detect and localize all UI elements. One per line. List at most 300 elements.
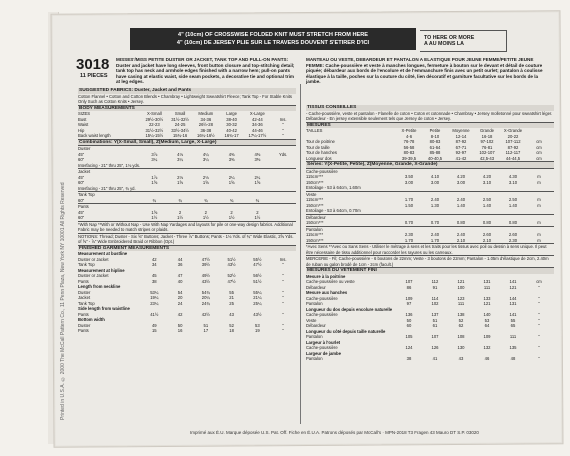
cell: 36: [177, 262, 183, 267]
cell: 92-97: [455, 150, 467, 155]
cell: ¾: [229, 197, 234, 203]
cell: 17¼-17½: [248, 133, 267, 138]
unit: cm: [536, 150, 542, 155]
row-label: 150cm***: [306, 179, 324, 185]
table-row: [306, 238, 554, 244]
notions: MERCERIE - Fil; Cache-poussière - 6 boutons de 22mm; Veste - 3 boutons de 22mm; Pantalon - 1.05m d'élastique de 2cm, 2.40m de ruban ou galon brodé de 1cm - 2cm (facult.): [306, 255, 554, 267]
unit: ": [538, 312, 540, 317]
cell: 18: [229, 328, 234, 333]
cell: X-Large: [249, 111, 265, 116]
cell: 76-78: [403, 139, 415, 144]
cell: 44-46: [252, 127, 263, 133]
unit: ": [538, 295, 540, 301]
left-column: [78, 88, 296, 334]
unit: [270, 215, 296, 221]
row-label: SIZES: [78, 111, 91, 116]
unit: Ins.: [279, 116, 287, 122]
yardage-group: [78, 191, 296, 203]
cell: 111: [483, 284, 491, 290]
cell: 112: [431, 279, 439, 284]
combinations: Séries: Y(X-Petite, Petite), Z(Moyenne, Grande, X-Grande): [306, 161, 554, 168]
cell: 97: [406, 301, 412, 306]
row-label: Largeur à l'ourlet: [306, 339, 341, 345]
cell: 21¼: [253, 295, 262, 300]
cell: 47½: [201, 256, 210, 262]
cell: 102-107: [479, 150, 495, 155]
garment-label: Pantalon: [306, 226, 323, 232]
cell: 105: [405, 334, 413, 339]
cell: 24¾: [201, 300, 210, 306]
cell: 38: [151, 278, 157, 284]
cell: 25¼: [253, 300, 262, 306]
cell: 52: [229, 322, 234, 328]
row-label: Side length from waistline: [78, 306, 130, 311]
cell: 3.00: [404, 179, 414, 185]
cell: 2.10: [456, 237, 466, 243]
cell: 4¼: [202, 151, 209, 157]
unit: ": [282, 300, 284, 306]
interfacing-note: Interfacing - 21" thru 25", 1⅛ yds.: [78, 162, 141, 168]
cell: 3.50: [404, 174, 414, 179]
row-label: Duster or Jacket: [78, 256, 109, 262]
cell: 51: [432, 317, 438, 323]
fabrics-text: - Cache-poussière, veste et pantalon - Flanelle de coton • Coton et cotonnade • Chambray • Jersey molletonné pour sweatshirt léger. Débardeur - En jersey extensible seulement tels que Jersey de coton • Jersey.: [306, 110, 553, 121]
table-row: [78, 180, 296, 186]
cell: 3.10: [508, 179, 518, 185]
cell: 102: [431, 301, 439, 306]
cell: 1.40: [508, 202, 518, 208]
cell: 107: [405, 279, 413, 284]
yardage-group: [306, 191, 554, 214]
nap-note: *Avec Sens **Avec ou Sans Sens - Utiliser le métrage à sens et les traits pour les tissus avec poil ou dessin à sens unique. Il peut être nécessaire de tissu additionnel pour raccorder les rayures ou les carreaux.: [306, 243, 554, 255]
fabrics-heading: SUGGESTED FABRICS: Duster, Jacket and Pants: [78, 88, 296, 94]
cell: 67-71: [455, 144, 467, 150]
cell: 4.20: [456, 174, 466, 179]
cell: 3¼: [202, 157, 209, 162]
cell: 47½: [253, 262, 262, 267]
cell: 76-81: [481, 144, 493, 150]
unit: ": [282, 295, 284, 300]
unit: ": [282, 127, 284, 133]
row-label: 150cm***: [306, 220, 324, 225]
cell: 2.40: [430, 232, 440, 237]
cell: 43½: [227, 262, 236, 267]
row-label: 150cm***: [306, 237, 324, 243]
cell: 65: [510, 323, 516, 328]
table-row: [306, 220, 554, 226]
cell: 25: [229, 300, 234, 306]
cell: 86: [406, 284, 412, 290]
fabrics-text: Cotton Flannel • Cotton and Cotton Blends • Chambray • Lightweight Sweatshirt Fleece; Tank Top - For Stable Knits Only Such as Cotton Knits • Jersey.: [78, 93, 292, 104]
cell: 4⅛: [177, 151, 183, 157]
cell: 55½: [253, 256, 262, 262]
unit: ": [282, 273, 284, 278]
cell: 2: [230, 209, 233, 215]
cell: 53¼: [150, 289, 159, 295]
cell: 121: [509, 284, 517, 290]
footer-text: Imprimé aux É.U. Marque déposée U.S. Pat. Off. Fiche en É.U.A. Patrons déposés par McCall's · MPN-2018 T3 Fragen 43 Mauro DT S.P. 03020: [190, 430, 479, 435]
cell: 1⅝: [151, 180, 158, 185]
cell: 16¾-17: [224, 133, 239, 138]
cell: 42: [151, 256, 157, 262]
cell: 4⅜: [228, 151, 235, 157]
cell: Large: [226, 111, 237, 116]
cell: 16-18: [481, 133, 493, 139]
cell: 40-42: [226, 127, 237, 133]
row-label: Tour de taille: [306, 144, 330, 150]
cell: 42½: [201, 311, 210, 317]
cell: 41: [432, 356, 438, 361]
cell: 2.10: [482, 237, 492, 243]
unit: m: [537, 197, 541, 202]
row-label: Jacket: [78, 295, 91, 300]
cell: 51½: [227, 256, 236, 262]
fold-banner: [130, 28, 416, 50]
cell: 136: [405, 312, 413, 317]
unit: ": [282, 311, 284, 317]
unit: ": [538, 323, 540, 328]
stretch-mark-en: TO HERE OR MORE: [424, 35, 475, 41]
cell: 3¼: [151, 157, 158, 162]
cell: 87-92: [455, 139, 467, 144]
cell: 20¼: [201, 295, 210, 300]
cell: 1⅝: [228, 180, 235, 185]
row-label: Pantalon: [306, 301, 323, 306]
cell: 41-42: [455, 155, 467, 161]
cell: 39½: [201, 262, 210, 267]
cell: 47: [177, 273, 183, 278]
unit: ": [538, 345, 540, 350]
cell: 26½-28: [198, 122, 213, 127]
cell: 2.60: [482, 232, 492, 237]
cell: 19¼: [150, 295, 159, 300]
row-label: Hip: [78, 127, 85, 133]
cell: 24-25: [174, 122, 186, 127]
cell: 42: [177, 311, 183, 317]
cell: 42-44: [252, 116, 263, 122]
cell: 144: [509, 295, 517, 301]
cell: 1.30: [430, 202, 440, 208]
cell: X-Grande: [503, 128, 523, 133]
cell: 1½: [228, 215, 235, 220]
cell: 85-88: [429, 150, 441, 155]
cell: 1⅞: [151, 174, 158, 180]
cell: 140: [483, 312, 491, 317]
yardage-group: [306, 226, 554, 244]
description-fr: MANTEAU OU VESTE, DEBARDEUR ET PANTALON A ELASTIQUE POUR JEUNE FEMME/PETITE JEUNE FEMME: Cache-poussière et veste à manches longues, fermeture à bouton sur le devant et détail de couture piquée; débardeur aux bords de l'encolure et de l'emmanchure finis avec un petit ourlet; pantalon à coulisse élastique à la taille, poches sur la couture du côté, lien décoratif et garniture facultative sur les bords de la jambe.: [306, 57, 543, 85]
cell: 21: [229, 295, 234, 300]
row-label: Tour de poitrine: [306, 139, 335, 144]
row-label: Cache-poussière: [306, 345, 338, 350]
cell: 20: [177, 295, 183, 300]
cell: 44-44,5: [505, 155, 521, 161]
row-label: 45": [78, 151, 85, 157]
finished-heading: FINISHED GARMENT MEASUREMENTS: [78, 245, 296, 252]
cell: 56½: [253, 273, 262, 278]
cell: 48: [510, 356, 516, 361]
unit: m: [537, 232, 541, 237]
cell: 1⅝: [202, 180, 209, 185]
cell: Petite: [429, 128, 441, 133]
cell: 100: [457, 284, 465, 290]
unit: Yds.: [278, 151, 288, 157]
cell: 2.50: [508, 197, 518, 202]
row-label: Length from neckline: [78, 284, 121, 289]
cell: 2.40: [456, 197, 466, 202]
yardage-group: [78, 168, 296, 191]
cell: X-Petite: [401, 128, 417, 133]
cell: 16: [177, 328, 183, 333]
unit: [270, 180, 296, 186]
row-label: Cache-poussière: [306, 295, 338, 301]
cell: 2.40: [456, 232, 466, 237]
description-en: MISSES'/MISS PETITE DUSTER OR JACKET, TANK TOP AND PULL-ON PANTS: Duster and jacket have long sleeves, front button closure and top-stitching detail; tank top has neck and armhole edges finished with a narrow hem; pull-on pants have casing at elastic waist, side seam pockets, a decorative tie and optional trim at leg edges.: [116, 57, 295, 85]
unit: Ins.: [279, 256, 287, 262]
row-label: Back waist length: [78, 133, 111, 138]
cell: 55: [510, 317, 516, 323]
row-label: 60": [78, 180, 85, 185]
cell: 31½-32½: [145, 127, 164, 133]
stretch-mark-fr: A AU MOINS LA: [424, 41, 464, 47]
cell: 121: [483, 301, 491, 306]
cell: 126: [431, 345, 439, 350]
cell: 1.70: [404, 197, 414, 202]
cell: 114: [431, 295, 439, 301]
cell: 107: [431, 334, 439, 339]
fabrics-heading: TISSUS CONSEILLES: [306, 105, 554, 111]
cell: 64: [484, 323, 490, 328]
cell: 53: [255, 322, 260, 328]
cell: 1⅝: [254, 180, 261, 185]
unit: cm: [536, 144, 542, 150]
cell: Medium: [198, 111, 214, 116]
yardage-group: [306, 214, 554, 226]
cell: 109: [405, 295, 413, 301]
cell: 20-22: [507, 133, 519, 139]
cell: 19: [255, 328, 260, 333]
row-label: Pants: [78, 328, 89, 333]
cell: 54: [177, 289, 183, 295]
cell: 2.30: [404, 232, 414, 237]
interfacing-note: Entoilage - 53 à 64cm, 0.70m: [306, 208, 361, 213]
cell: 3¼: [177, 157, 183, 162]
cell: 53: [484, 317, 490, 323]
fold-banner-fr: 4" (10cm) DE JERSEY PLIE SUR LE TRAVERS DOUVENT S'ETIRER D'ICI: [176, 40, 370, 46]
row-label: Waist: [78, 122, 89, 127]
row-label: Pantalon: [306, 334, 323, 339]
row-label: Cache-poussière: [306, 312, 338, 317]
unit: ": [538, 356, 540, 361]
cell: 34: [151, 262, 157, 267]
cell: 30-32: [226, 122, 237, 127]
cell: 16¼-16½: [196, 133, 215, 138]
row-label: Pants: [78, 278, 89, 284]
row-label: Mesure à la poitrine: [306, 273, 346, 279]
row-label: Tank Top: [78, 262, 95, 267]
row-label: 45": [78, 209, 85, 215]
row-label: Mesure aux hanches: [306, 290, 348, 295]
cell: 0.70: [430, 220, 440, 225]
cell: 52: [458, 317, 464, 323]
cell: 1.70: [404, 237, 414, 243]
cell: 1.50: [404, 202, 414, 208]
unit: m: [537, 179, 541, 185]
row-label: Pantalon: [306, 356, 323, 361]
garment-label: Jacket: [78, 169, 91, 174]
garment-label: Duster: [78, 146, 91, 151]
unit: cm: [536, 139, 542, 144]
cell: 22-23: [148, 122, 160, 127]
row-label: Débardeur: [306, 323, 326, 328]
cell: 56-58: [403, 144, 415, 150]
row-label: Longueur dos: [306, 155, 332, 161]
cell: 0.80: [482, 220, 492, 225]
cell: 1.40: [456, 202, 466, 208]
row-label: 115cm***: [306, 232, 324, 237]
table-row: [78, 157, 296, 163]
cell: 1½: [254, 215, 261, 220]
cell: 130: [457, 345, 465, 350]
cell: 4-6: [405, 133, 413, 139]
cell: 80-83: [429, 139, 441, 144]
cell: 3⅜: [254, 157, 261, 162]
cell: 33½-34½: [171, 127, 189, 133]
table-row: [78, 328, 296, 334]
cell: 111: [509, 334, 517, 339]
unit: ": [282, 278, 284, 284]
cell: 39-39,5: [401, 155, 417, 161]
cell: 54¾: [201, 289, 210, 295]
right-column: [306, 105, 554, 362]
cell: ¾: [178, 197, 182, 203]
fold-banner-en: 4" (10cm) OF CROSSWISE FOLDED KNIT MUST STRETCH FROM HERE: [177, 32, 369, 38]
cell: 12-14: [455, 133, 467, 139]
cell: 43: [229, 311, 234, 317]
interfacing-note: Interfacing - 21" thru 25", ¾ yd.: [78, 185, 136, 191]
cell: 112-117: [505, 150, 521, 155]
cell: 141: [509, 279, 517, 284]
cell: 15: [151, 328, 157, 333]
body-measurements-heading: BODY MEASUREMENTS: [78, 105, 296, 112]
unit: ": [538, 334, 540, 339]
row-label: TAILLES: [306, 128, 323, 133]
cell: 15¾-16: [172, 133, 188, 138]
cell: 1.40: [482, 202, 492, 208]
cell: 43½: [201, 278, 210, 284]
cell: 50: [406, 317, 412, 323]
cell: 3.00: [456, 179, 466, 185]
row-label: Veste: [306, 317, 317, 323]
cell: 17: [203, 328, 209, 333]
unit: ": [538, 284, 540, 290]
cell: 62: [458, 323, 464, 328]
cell: 2.50: [482, 197, 492, 202]
unit: [270, 157, 296, 163]
notions: NOTIONS: Thread; Duster - Six ⅝" Buttons; Jacket - Three ⅞" Buttons; Pants - 1⅛ Yds. of ¾" Wide Elastic, 2⅝ Yds. of ⅝" - ⅞" Wide Embroidered Braid or Ribbon (Opt.): [78, 233, 296, 245]
row-label: Bust: [78, 116, 87, 122]
unit: m: [537, 174, 541, 179]
cell: 133: [483, 295, 491, 301]
unit: cm: [536, 155, 542, 161]
cell: 137: [431, 312, 439, 317]
cell: 45: [151, 273, 157, 278]
cell: 31½-32½: [171, 116, 189, 122]
cell: 61-64: [429, 144, 441, 150]
cell: 3.10: [482, 179, 492, 185]
row-label: Duster: [78, 322, 91, 328]
stretch-mark: [420, 30, 507, 52]
cell: 4⅜: [254, 151, 261, 157]
row-label: Débardeur: [306, 284, 326, 290]
unit: [270, 198, 296, 204]
row-label: 60": [78, 197, 85, 203]
row-label: 150cm***: [306, 202, 324, 208]
cell: 0.80: [508, 220, 518, 225]
cell: 124: [405, 345, 413, 350]
cell: 34-36: [252, 122, 263, 127]
yardage-group: [78, 145, 296, 168]
cell: 123: [457, 295, 465, 301]
cell: ¾: [255, 197, 260, 203]
cell: 51: [203, 322, 209, 328]
cell: Grande: [480, 128, 494, 133]
cell: 3⅞: [151, 151, 158, 157]
cell: 141: [509, 312, 517, 317]
measurements-heading: MESURES: [306, 122, 554, 129]
cell: 15¼-15½: [145, 133, 164, 138]
cell: 40: [177, 278, 183, 284]
cell: 131: [483, 279, 491, 284]
unit: ": [282, 133, 284, 138]
yardage-group: [78, 203, 296, 221]
garment-label: Débardeur: [306, 214, 326, 220]
row-label: Tank Top: [78, 300, 95, 306]
cell: 49½: [201, 273, 210, 278]
interfacing-note: Entoilage - 53 à 64cm, 1.60m: [306, 185, 361, 190]
cell: 2⅛: [177, 174, 183, 180]
cell: 1½: [151, 215, 158, 220]
cell: 97-102: [480, 139, 494, 144]
cell: 3⅜: [228, 157, 235, 162]
cell: ¾: [152, 197, 157, 203]
row-label: 115cm***: [306, 174, 324, 179]
cell: 42,5-43: [479, 155, 495, 161]
cell: 2¼: [228, 174, 235, 180]
cell: 43: [458, 356, 464, 361]
pattern-number: 3018: [76, 56, 110, 73]
cell: ¾: [204, 197, 208, 203]
cell: 38-40: [226, 116, 237, 122]
cell: 80-83: [403, 150, 415, 155]
cell: 43½: [253, 311, 262, 317]
cell: 111: [457, 301, 465, 306]
combinations: Combinations: Y(X-Small, Small), Z(Medium, Large, X-Large): [78, 139, 296, 146]
unit: cm: [536, 279, 542, 284]
column-divider: [300, 84, 301, 424]
yardage-group: [306, 168, 554, 191]
cell: 2¼: [254, 174, 261, 180]
cell: 1½: [202, 215, 209, 220]
cell: 4.20: [482, 174, 492, 179]
table-row: [306, 156, 554, 162]
cell: 29½-30½: [145, 116, 164, 122]
row-label: 60": [78, 157, 85, 162]
row-label: 60": [78, 215, 85, 220]
cell: 60: [406, 323, 412, 328]
finished-heading: MESURES DU VETEMENT FINI: [306, 267, 554, 274]
row-label: Tour de hanches: [306, 150, 337, 155]
cell: 23¼: [150, 300, 159, 306]
